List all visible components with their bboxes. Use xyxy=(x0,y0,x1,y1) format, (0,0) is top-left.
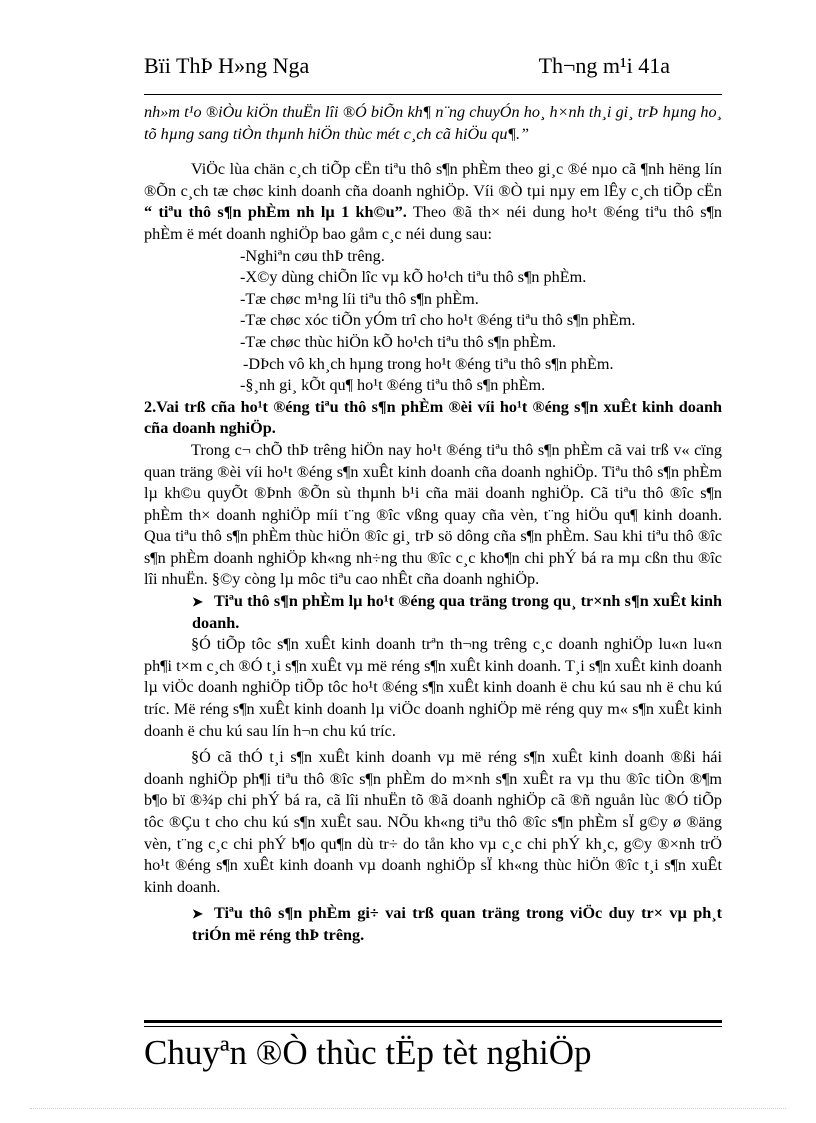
paragraph-approach-bold: “ tiªu thô s¶n phÈm nh lµ 1 kh©u”. xyxy=(144,203,407,222)
footer-rule-thin xyxy=(144,1026,722,1027)
list-item: -Tæ chøc m¹ng líi tiªu thô s¶n phÈm. xyxy=(240,289,479,308)
list-item: -§¸nh gi¸ kÕt qu¶ ho¹t ®éng tiªu thô s¶n phÈm. xyxy=(240,376,546,395)
list-item: -DÞch vô kh¸ch hµng trong ho¹t ®éng tiªu thô s¶n phÈm. xyxy=(243,354,614,373)
header-class: Th¬ng m¹i 41a xyxy=(538,53,670,78)
paragraph-approach-text-b: Theo ®ã th× néi dung ho¹t ®éng tiªu thô s¶n phÈm ë mét doanh nghiÖp bao gåm c¸c néi dung sau: xyxy=(144,203,723,243)
header-author: Bïi ThÞ H»ng Nga xyxy=(144,53,310,78)
quote-continuation: nh»m t¹o ®iÒu kiÖn thuËn lîi ®Ó biÕn kh¶ n¨ng chuyÓn ho¸ h×nh th¸i gi¸ trÞ hµng ho¸ tõ hµng sang tiÒn thµnh hiÖn thùc mét c¸ch cã hiÖu qu¶.” xyxy=(144,103,722,143)
page-footer: Chuyªn ®Ò thùc tËp tèt nghiÖp xyxy=(144,1033,592,1072)
footer-rule-thick xyxy=(144,1020,722,1023)
paragraph-approach xyxy=(144,159,722,245)
list-item: -Tæ chøc thùc hiÖn kÕ ho¹ch tiªu thô s¶n phÈm. xyxy=(240,332,557,351)
header-rule xyxy=(144,94,722,95)
paragraph-expansion: §Ó cã thÓ t¸i s¶n xuÊt kinh doanh vµ më réng s¶n xuÊt kinh doanh ®ßi hái doanh nghiÖp ph¶i tiªu thô ®îc s¶n phÈm do m×nh s¶n xuÊt ra vµ thu ®îc tiÒn ®¶m b¶o bï ®¾p chi phÝ bá ra, cã lîi nhuËn tõ ®ã doanh nghiÖp cã ®ñ nguån lùc ®Ó tiÕp tôc ®Çu t cho chu kú s¶n xuÊt sau. NÕu kh«ng tiªu thô ®îc s¶n phÈm sÏ g©y ø ®äng vèn, t¨ng c¸c chi phÝ b¶o qu¶n dù tr÷ do tån kho vµ c¸c chi phÝ kh¸c, g©y ®×nh trÖ ho¹t ®éng s¶n xuÊt kinh doanh vµ doanh nghiÖp sÏ kh«ng thùc hiÖn ®îc t¸i s¶n xuÊt kinh doanh. xyxy=(144,748,722,896)
bullet-point xyxy=(144,591,722,634)
list-item: -Tæ chøc xóc tiÕn yÓm trî cho ho¹t ®éng tiªu thô s¶n phÈm. xyxy=(240,311,636,330)
bullet-text: Tiªu thô s¶n phÈm gi÷ vai trß quan träng trong viÖc duy tr× vµ ph¸t triÓn më réng thÞ trêng. xyxy=(192,904,722,944)
list-item: -Nghiªn cøu thÞ trêng. xyxy=(240,246,385,265)
arrow-bullet-icon: ➤ xyxy=(192,594,203,610)
page-header xyxy=(144,50,672,86)
bullet-point xyxy=(144,903,722,946)
content-list xyxy=(240,246,722,397)
body-content xyxy=(144,102,722,947)
section-heading: 2.Vai trß cña ho¹t ®éng tiªu thô s¶n phÈm ®èi víi ho¹t ®éng s¶n xuÊt kinh doanh cña doanh nghiÖp. xyxy=(144,397,722,438)
bullet-text: Tiªu thô s¶n phÈm lµ ho¹t ®éng qua träng trong qu¸ tr×nh s¶n xuÊt kinh doanh. xyxy=(192,592,722,632)
list-item: -X©y dùng chiÕn lîc vµ kÕ ho¹ch tiªu thô s¶n phÈm. xyxy=(240,268,587,287)
paragraph-approach-text-a: ViÖc lùa chän c¸ch tiÕp cËn tiªu thô s¶n phÈm theo gi¸c ®é nµo cã ¶nh hëng lín ®Õn c¸ch tæ chøc kinh doanh cña doanh nghiÖp. Víi ®Ò tµi nµy em lÊy c¸ch tiÕp cËn xyxy=(144,160,722,200)
paragraph-role: Trong c¬ chÕ thÞ trêng hiÖn nay ho¹t ®éng tiªu thô s¶n phÈm cã vai trß v« cïng quan träng ®èi víi ho¹t ®éng s¶n xuÊt kinh doanh cña doanh nghiÖp. Tiªu thô s¶n phÈm lµ kh©u quyÕt ®Þnh ®Õn sù thµnh b¹i cña mäi doanh nghiÖp. Cã tiªu thô ®îc s¶n phÈm th× doanh nghiÖp míi t¨ng ®îc vßng quay cña vèn, t¨ng hiÖu qu¶ kinh doanh. Qua tiªu thô s¶n phÈm thùc hiÖn ®îc gi¸ trÞ sö dông cña s¶n phÈm. Sau khi tiªu thô ®îc s¶n phÈm doanh nghiÖp kh«ng nh÷ng thu ®îc c¸c kho¶n chi phÝ bá ra mµ cßn thu ®îc lîi nhuËn. §©y còng lµ môc tiªu cao nhÊt cña doanh nghiÖp. xyxy=(144,440,722,589)
paragraph-reproduction: §Ó tiÕp tôc s¶n xuÊt kinh doanh trªn th¬ng trêng c¸c doanh nghiÖp lu«n lu«n ph¶i t×m c¸ch ®Ó t¸i s¶n xuÊt vµ më réng s¶n xuÊt kinh doanh. T¸i s¶n xuÊt kinh doanh lµ viÖc doanh nghiÖp tiÕp tôc ho¹t ®éng s¶n xuÊt kinh doanh ë chu kú sau nh ë chu kú tríc. Më réng s¶n xuÊt kinh doanh lµ viÖc doanh nghiÖp më réng quy m« s¶n xuÊt kinh doanh ë chu kú sau lín h¬n chu kú tríc. xyxy=(144,635,722,740)
arrow-bullet-icon: ➤ xyxy=(192,906,203,922)
page-bottom-divider xyxy=(30,1108,786,1109)
